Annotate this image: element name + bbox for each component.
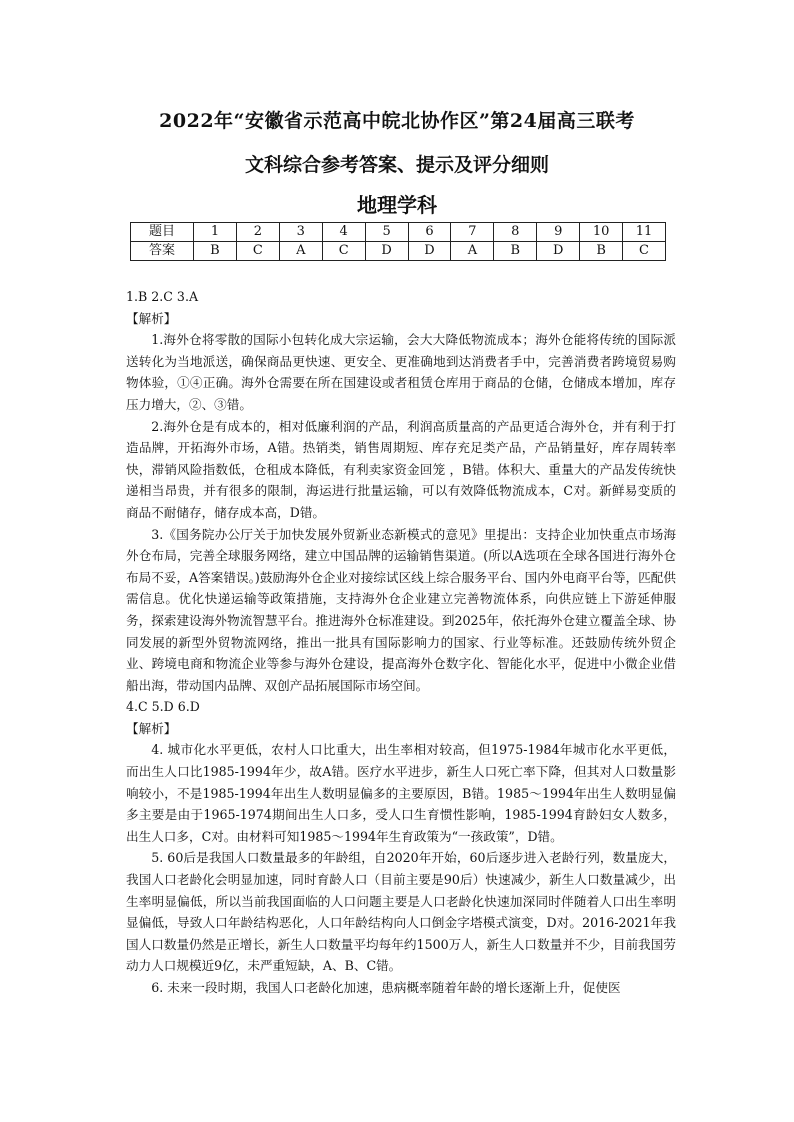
- answer-cell: D: [537, 242, 580, 261]
- question-number-cell: 4: [322, 223, 365, 242]
- answers-line-q4-6: 4.C 5.D 6.D: [126, 699, 200, 715]
- answer-cell: A: [451, 242, 494, 261]
- question-number-cell: 6: [408, 223, 451, 242]
- answer-table: [130, 222, 666, 261]
- question-number-row: [131, 223, 666, 242]
- question-number-cell: 8: [494, 223, 537, 242]
- explanation-q2: 2.海外仓是有成本的，相对低廉利润的产品，利润高质量高的产品更适合海外仓，并有利于打造品牌，开拓海外市场，A错。热销类，销售周期短、库存充足类产品，产品销量好，库存周转率快，滞销风险指数低，仓租成本降低，有利卖家资金回笼 ，B错。体积大、重量大的产品发传统快递相当昂贵，并有很多的限制，海运进行批量运输，可以有效降低物流成本，C对。新鲜易变质的商品不耐储存，储存成本高，D错。: [126, 418, 676, 520]
- answer-cell: B: [494, 242, 537, 261]
- question-number-cell: 5: [365, 223, 408, 242]
- answer-cell: C: [236, 242, 279, 261]
- question-number-cell: 1: [194, 223, 237, 242]
- answer-cell: C: [322, 242, 365, 261]
- answer-cell: A: [279, 242, 322, 261]
- document-subtitle: 文科综合参考答案、提示及评分细则: [244, 154, 549, 176]
- question-number-cell: 2: [236, 223, 279, 242]
- explanation-q3: 3.《国务院办公厅关于加快发展外贸新业态新模式的意见》里提出：支持企业加快重点市场海外仓布局，完善全球服务网络，建立中国品牌的运输销售渠道。(所以A选项在全球各国进行海外仓布局不妥，A答案错误。)鼓励海外仓企业对接综试区线上综合服务平台、国内外电商平台等，匹配供需信息。优化快递运输等政策措施，支持海外仓企业建立完善物流体系，向供应链上下游延伸服务，探索建设海外物流智慧平台。推进海外仓标准建设。到2025年，依托海外仓建立覆盖全球、协同发展的新型外贸物流网络，推出一批具有国际影响力的国家、行业等标准。还鼓励传统外贸企业、跨境电商和物流企业等参与海外仓建设，提高海外仓数字化、智能化水平，促进中小微企业借船出海，带动国内品牌、双创产品拓展国际市场空间。: [126, 526, 676, 693]
- row-label-answer: 答案: [131, 242, 194, 261]
- answer-cell: D: [408, 242, 451, 261]
- question-number-cell: 3: [279, 223, 322, 242]
- question-number-cell: 7: [451, 223, 494, 242]
- answer-cell: B: [580, 242, 623, 261]
- answer-cell: B: [194, 242, 237, 261]
- explanation-q5: 5. 60后是我国人口数量最多的年龄组，自2020年开始，60后逐步进入老龄行列，数量庞大，我国人口老龄化会明显加速，同时育龄人口（目前主要是90后）快速减少，新生人口数量减少，出生率明显偏低，所以当前我国面临的人口问题主要是人口老龄化快速加深同时伴随着人口出生率明显偏低，导致人口年龄结构恶化，人口年龄结构向人口倒金字塔模式演变，D对。2016-2021年我国人口数量仍然是正增长，新生人口数量平均每年约1500万人，新生人口数量并不少，目前我国劳动力人口规模近9亿，未严重短缺，A、B、C错。: [126, 850, 676, 974]
- analysis-label: 【解析】: [126, 310, 177, 326]
- explanation-body: [126, 286, 676, 999]
- explanation-q1: 1.海外仓将零散的国际小包转化成大宗运输，会大大降低物流成本；海外仓能将传统的国际派送转化为当地派送，确保商品更快速、更安全、更准确地到达消费者手中，完善消费者跨境贸易购物体验，①④正确。海外仓需要在所在国建设或者租赁仓库用于商品的仓储，仓储成本增加，库存压力增大，②、③错。: [126, 332, 676, 412]
- answer-cell: C: [623, 242, 666, 261]
- question-number-cell: 9: [537, 223, 580, 242]
- answers-line-q1-3: 1.B 2.C 3.A: [126, 289, 199, 304]
- explanation-q4: 4. 城市化水平更低，农村人口比重大，出生率相对较高，但1975-1984年城市化水平更低，而出生人口比1985-1994年少，故A错。医疗水平进步，新生人口死亡率下降，但其对人口数量影响较小，不是1985-1994年出生人数明显偏多的主要原因，B错。1985～1994年出生人数明显偏多主要是由于1965-1974期间出生人口多，受人口生育惯性影响，1985-1994育龄妇女人数多，出生人口多，C对。由材料可知1985～1994年生育政策为“一孩政策”，D错。: [126, 742, 676, 844]
- question-number-cell: 10: [580, 223, 623, 242]
- row-label-question: 题目: [131, 223, 194, 242]
- answer-row: [131, 242, 666, 261]
- analysis-label: 【解析】: [126, 720, 177, 736]
- subject-heading: 地理学科: [357, 193, 437, 217]
- document-title: 2022年“安徽省示范高中皖北协作区”第24届高三联考: [159, 110, 635, 132]
- answer-cell: D: [365, 242, 408, 261]
- explanation-q6: 6. 未来一段时期，我国人口老龄化加速，患病概率随着年龄的增长逐渐上升，促使医: [151, 980, 621, 995]
- question-number-cell: 11: [623, 223, 666, 242]
